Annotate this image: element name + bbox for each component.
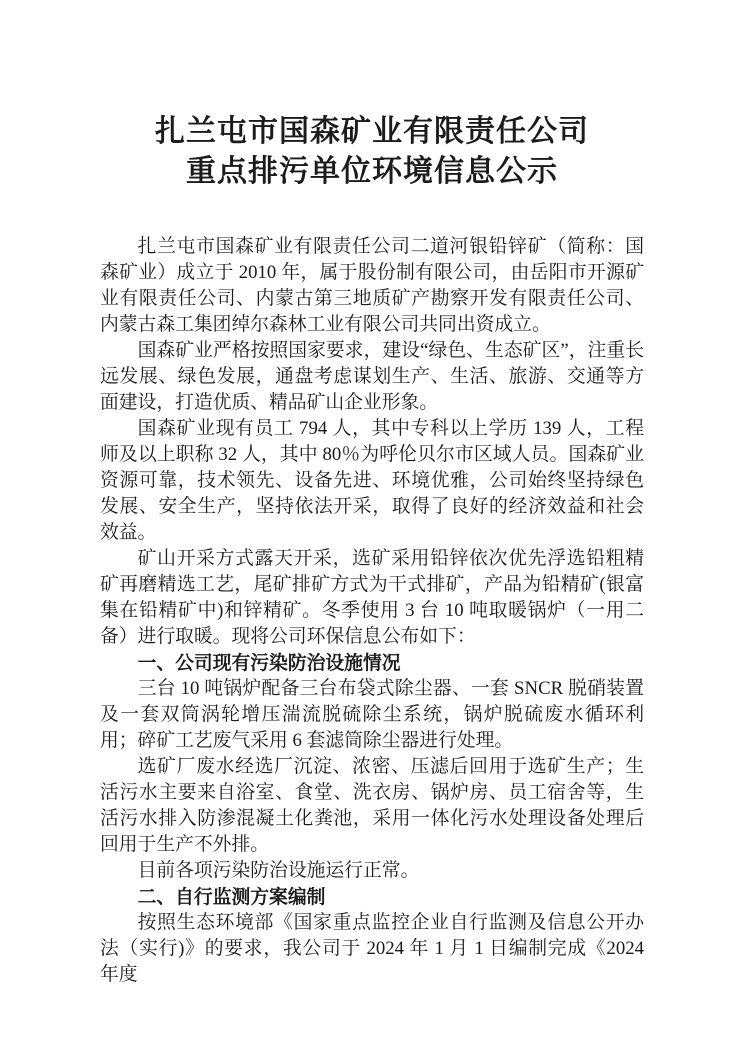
paragraph: 矿山开采方式露天开采，选矿采用铅锌依次优先浮选铅粗精矿再磨精选工艺，尾矿排矿方式为干式排矿，产品为铅精矿(银富集在铅精矿中)和锌精矿。冬季使用 3 台 10 吨取暖锅炉（一用二备）进行取暖。现将公司环保信息公布如下： — [100, 548, 644, 647]
paragraph: 按照生态环境部《国家重点监控企业自行监测及信息公开办法（实行)》的要求，我公司于 2024 年 1 月 1 日编制完成《2024 年度 — [100, 912, 644, 985]
section-heading: 二、自行监测方案编制 — [137, 886, 326, 907]
section-heading: 一、公司现有污染防治设施情况 — [137, 652, 401, 673]
paragraph: 国森矿业严格按照国家要求，建设“绿色、生态矿区”，注重长远发展、绿色发展，通盘考虑谋划生产、生活、旅游、交通等方面建设，打造优质、精品矿山企业形象。 — [100, 340, 644, 413]
document-title-line-2: 重点排污单位环境信息公示 — [186, 155, 558, 188]
paragraph: 选矿厂废水经选厂沉淀、浓密、压滤后回用于选矿生产；生活污水主要来自浴室、食堂、洗衣房、锅炉房、员工宿舍等，生活污水排入防渗混凝土化粪池，采用一体化污水处理设备处理后回用于生产不外排。 — [100, 756, 644, 855]
paragraph: 三台 10 吨锅炉配备三台布袋式除尘器、一套 SNCR 脱硝装置及一套双筒涡轮增压湍流脱硫除尘系统，锅炉脱硫废水循环利用；碎矿工艺废气采用 6 套滤筒除尘器进行处理。 — [100, 678, 644, 751]
document-title — [100, 112, 644, 192]
paragraph: 扎兰屯市国森矿业有限责任公司二道河银铅锌矿（简称：国森矿业）成立于 2010 年，属于股份制有限公司，由岳阳市开源矿业有限责任公司、内蒙古第三地质矿产勘察开发有限责任公司、内蒙古森工集团绰尔森林工业有限公司共同出资成立。 — [100, 236, 644, 335]
document-title-line-1: 扎兰屯市国森矿业有限责任公司 — [155, 115, 589, 148]
paragraph: 国森矿业现有员工 794 人，其中专科以上学历 139 人，工程师及以上职称 32 人，其中 80％为呼伦贝尔市区域人员。国森矿业资源可靠，技术领先、设备先进、环境优雅，公司始终坚持绿色发展、安全生产，坚持依法开采，取得了良好的经济效益和社会效益。 — [100, 418, 644, 543]
paragraph: 目前各项污染防治设施运行正常。 — [137, 860, 420, 881]
document-body — [100, 234, 644, 988]
